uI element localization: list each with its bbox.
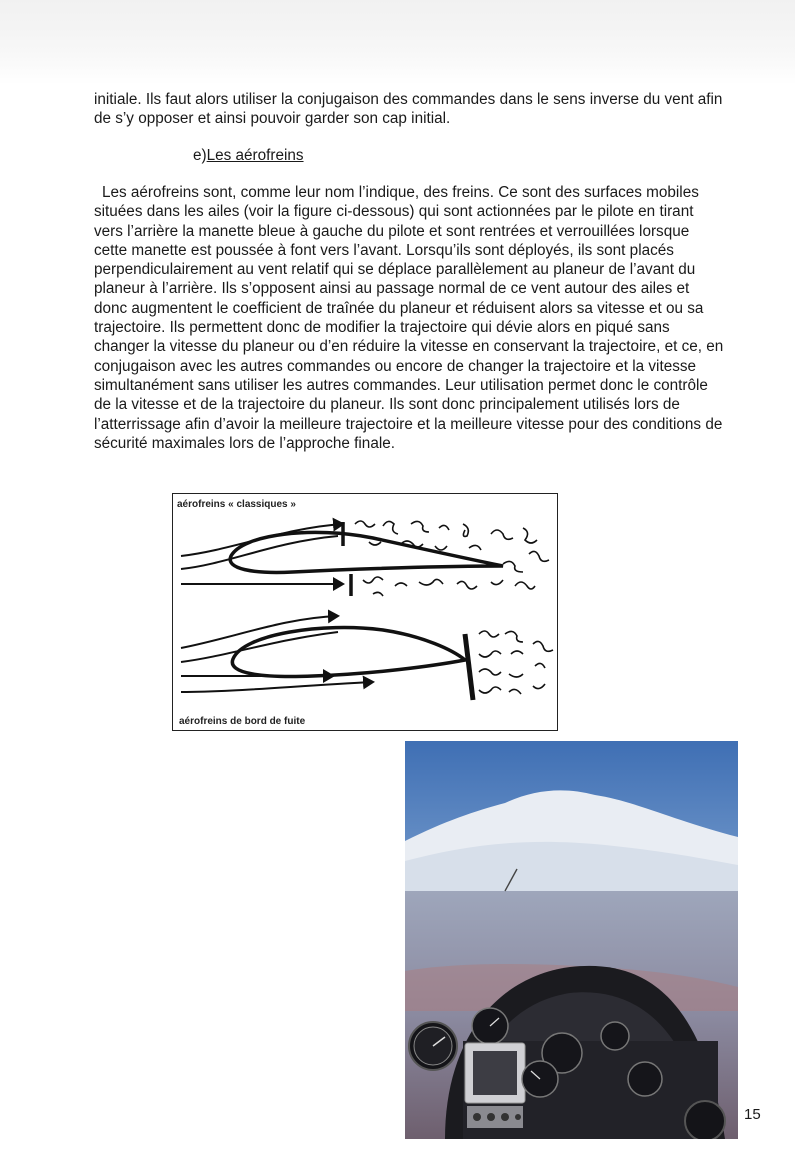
paragraph-intro: initiale. Ils faut alors utiliser la conjugaison des commandes dans le sens inverse du vent afin de s’y opposer et ainsi pouvoir garder son cap initial.: [94, 91, 723, 128]
airfoil-top: [230, 532, 503, 572]
figure-label-trailing-edge: aérofreins de bord de fuite: [179, 716, 306, 727]
paragraph-airbrakes: Les aérofreins sont, comme leur nom l’indique, des freins. Ce sont des surfaces mobiles situées dans les ailes (voir la figure ci-dessous) qui sont actionnées par le pilote en tirant vers l’arrière la manette bleue à gauche du pilote et sont rentrées et verrouillées lorsque cette manette est poussée à font vers l’avant. Lorsqu’ils sont déployés, ils sont placés perpendiculairement au vent relatif qui se déplace parallèlement au planeur de l’avant du planeur à l’arrière. Ils s’opposent ainsi au passage normal de ce vent autour des ailes et donc augmentent le coefficient de traînée du planeur et réduisent alors sa vitesse et ou sa trajectoire. Ils permettent donc de modifier la trajectoire qui dévie alors en piqué sans changer la vitesse du planeur ou d’en réduire la vitesse en conservant la trajectoire, et ce, en conjugaison avec les autres commandes ou encore de changer la trajectoire et la vitesse simultanément sans utiliser les autres commandes. Leur utilisation permet donc le contrôle de la vitesse et de la trajectoire du planeur. Ils sont donc principalement utilisés lors de l’atterrissage afin d’avoir la meilleure trajectoire et la meilleure vitesse pour des conditions de sécurité maximales lors de l’approche finale.: [94, 184, 724, 452]
airbrake-diagram: [172, 493, 558, 731]
trailing-edge-airbrake: [465, 634, 473, 700]
cockpit-photo: [405, 741, 738, 1139]
turbulence-bottom: [479, 631, 553, 694]
figure-label-classic: aérofreins « classiques »: [177, 499, 296, 510]
section-number: e): [193, 147, 207, 164]
scan-shadow: [0, 0, 795, 85]
cockpit-illustration: [405, 741, 738, 1139]
page-number: 15: [744, 1106, 761, 1123]
section-heading: [193, 147, 304, 165]
airfoil-bottom: [232, 628, 465, 677]
section-title: Les aérofreins: [206, 147, 304, 164]
airbrake-drawing: [173, 494, 559, 732]
turbulence-top: [355, 521, 549, 596]
